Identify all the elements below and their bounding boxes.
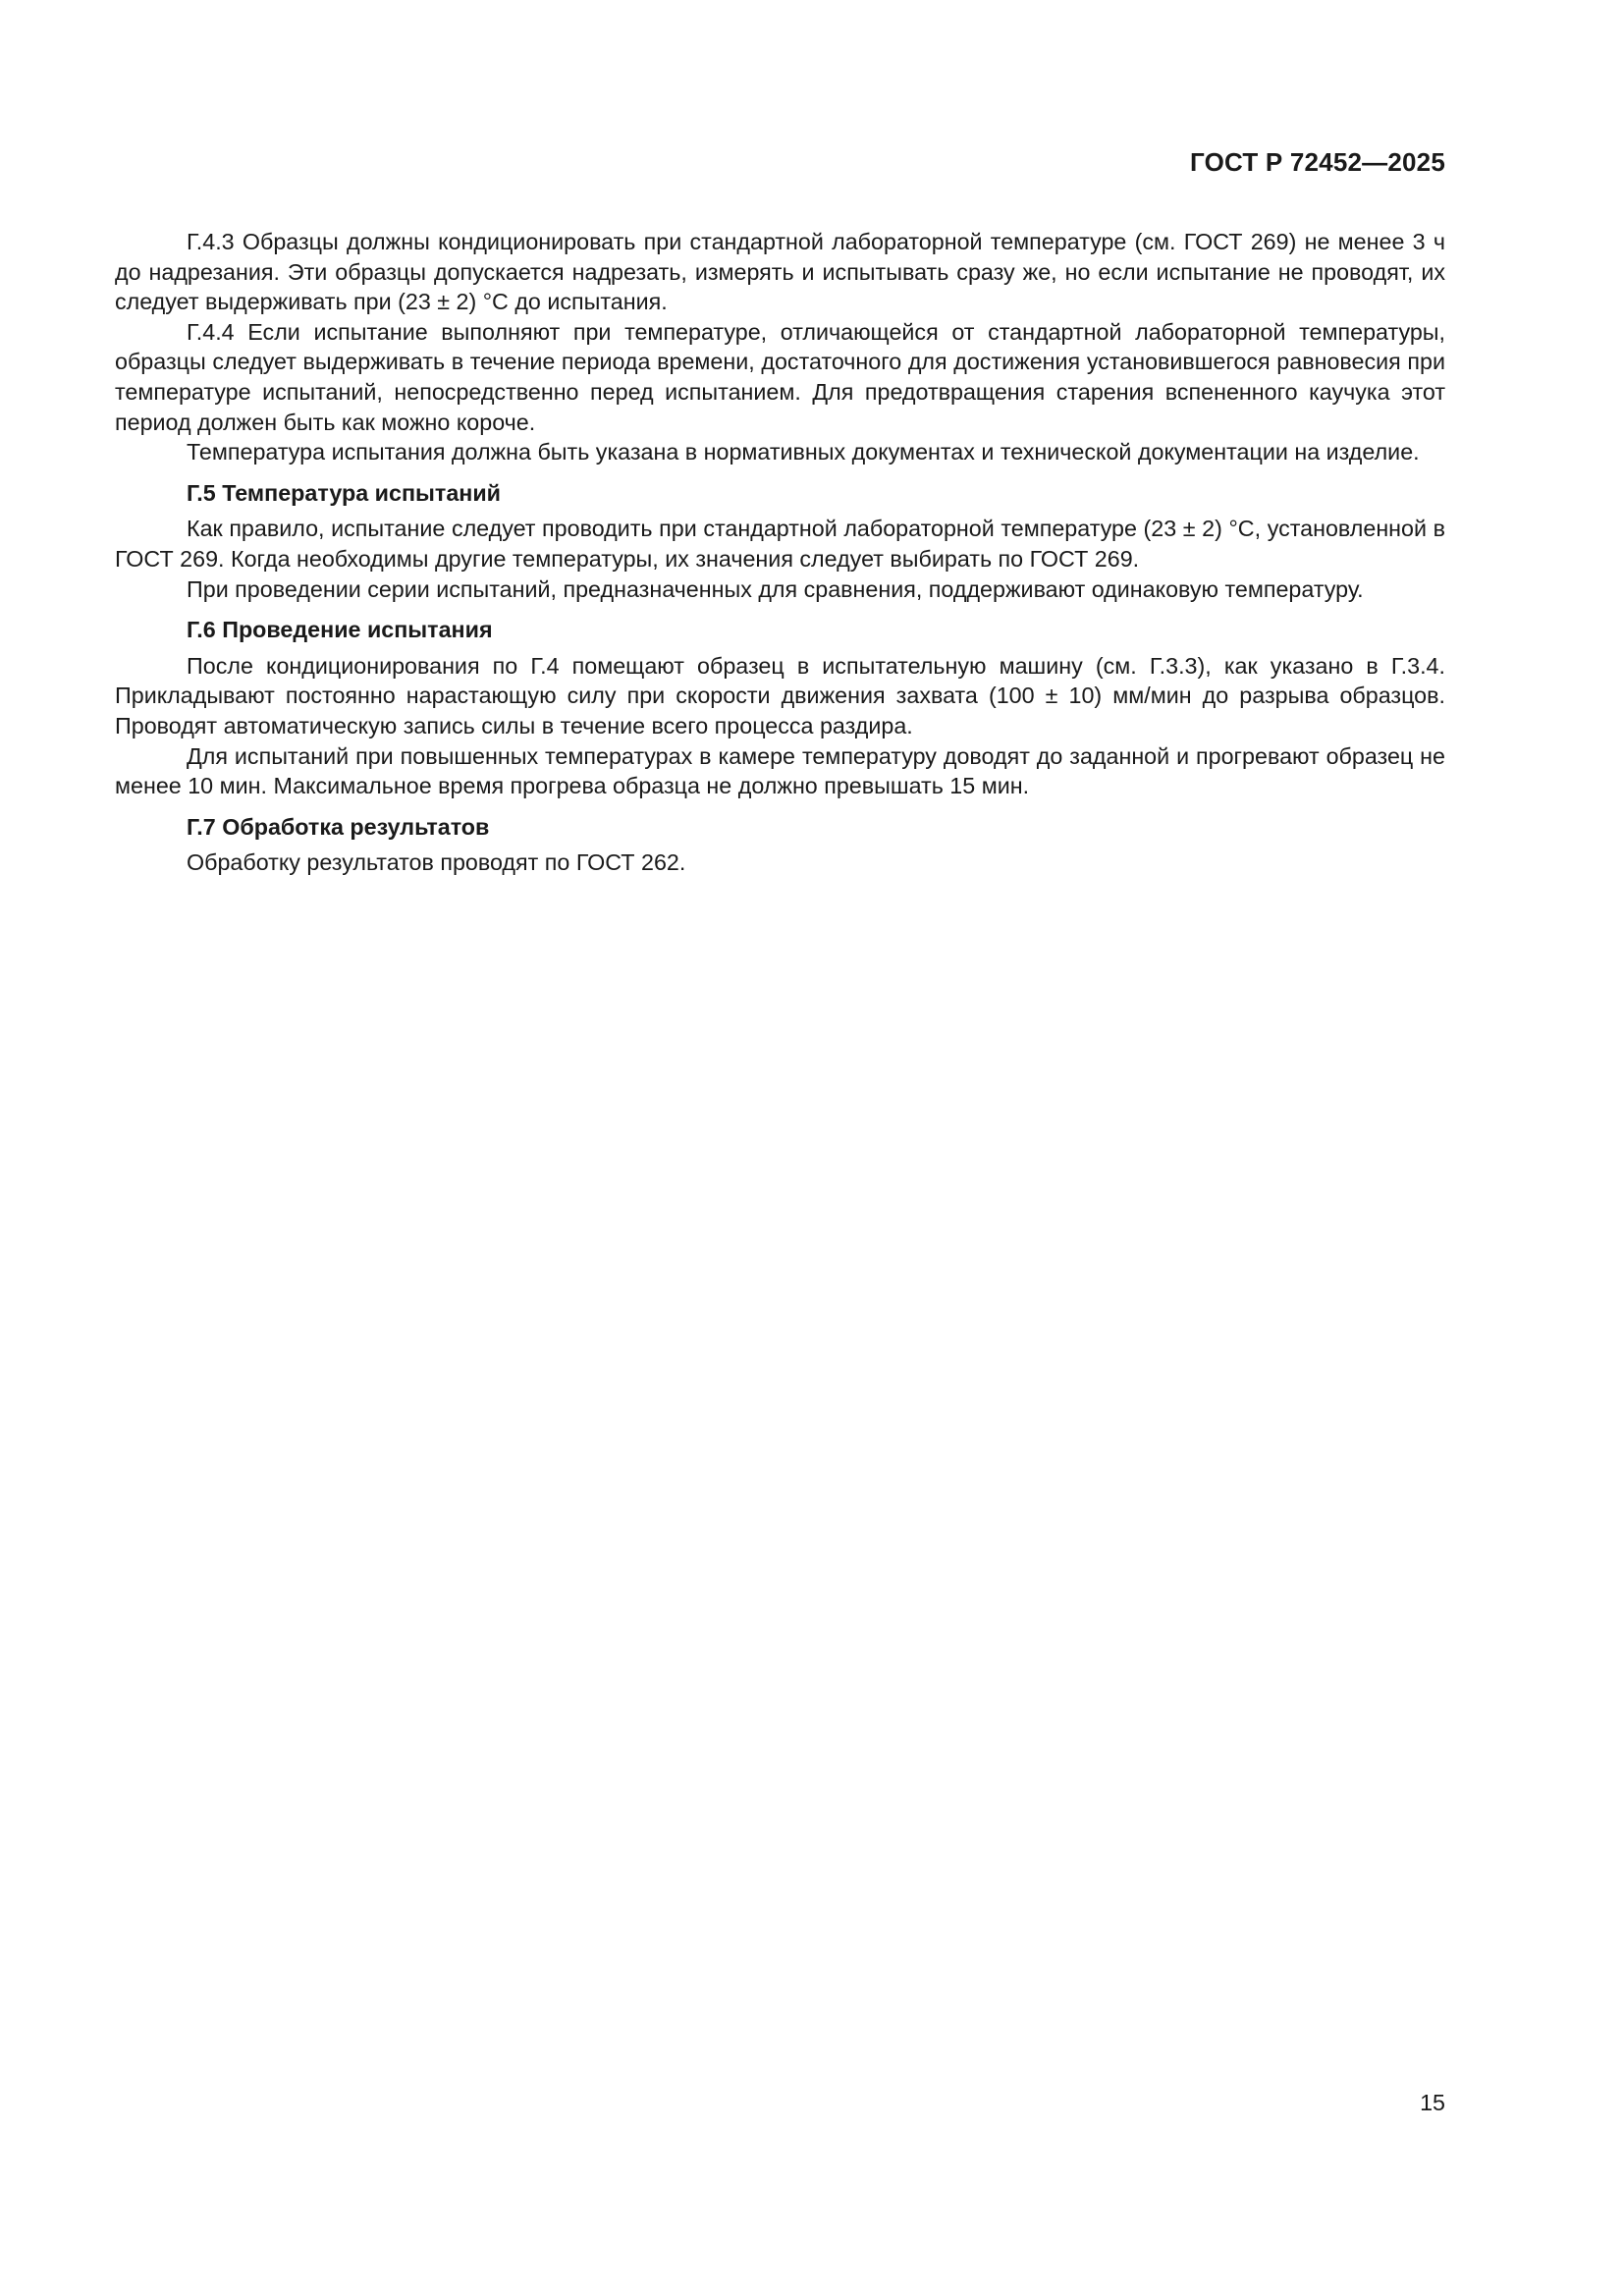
section-heading-g5: Г.5 Температура испытаний	[187, 479, 501, 506]
paragraph-g4-3: Г.4.3 Образцы должны кондиционировать при стандартной лабораторной температуре (см. ГОСТ 269) не менее 3 ч до надрезания. Эти образцы допускается надрезать, измерять и испытывать сразу же, но если испытание не проводят, их следует выдерживать при (23 ± 2) °С до испытания.	[115, 229, 1445, 315]
paragraph-g7-1: Обработку результатов проводят по ГОСТ 262.	[187, 849, 686, 876]
page-number: 15	[1420, 2090, 1445, 2115]
paragraph-g6-1: После кондиционирования по Г.4 помещают образец в испытательную машину (см. Г.3.3), как указано в Г.3.4. Прикладывают постоянно нарастающую силу при скорости движения захвата (100 ± 10) мм/мин до разрыва образцов. Проводят автоматическую запись силы в течение всего процесса раздира.	[115, 652, 1445, 738]
paragraph-g5-2: При проведении серии испытаний, предназначенных для сравнения, поддерживают одинаковую температуру.	[187, 575, 1364, 602]
section-heading-g6: Г.6 Проведение испытания	[187, 617, 493, 643]
paragraph-g6-2: Для испытаний при повышенных температурах в камере температуру доводят до заданной и прогревают образец не менее 10 мин. Максимальное время прогрева образца не должно превышать 15 мин.	[115, 742, 1445, 799]
standard-number-header: ГОСТ Р 72452—2025	[1190, 147, 1445, 177]
document-body	[115, 227, 1445, 878]
paragraph-g4-4: Г.4.4 Если испытание выполняют при температуре, отличающейся от стандартной лабораторной температуры, образцы следует выдерживать в течение периода времени, достаточного для достижения установившегося равновесия при температуре испытаний, непосредственно перед испытанием. Для предотвращения старения вспененного каучука этот период должен быть как можно короче.	[115, 318, 1445, 435]
section-heading-g7: Г.7 Обработка результатов	[187, 813, 490, 840]
paragraph-g5-1: Как правило, испытание следует проводить при стандартной лабораторной температуре (23 ± 2) °С, установленной в ГОСТ 269. Когда необходимы другие температуры, их значения следует выбирать по ГОСТ 269.	[115, 516, 1445, 572]
paragraph-g4-4-test-temperature: Температура испытания должна быть указана в нормативных документах и технической документации на изделие.	[187, 439, 1420, 465]
